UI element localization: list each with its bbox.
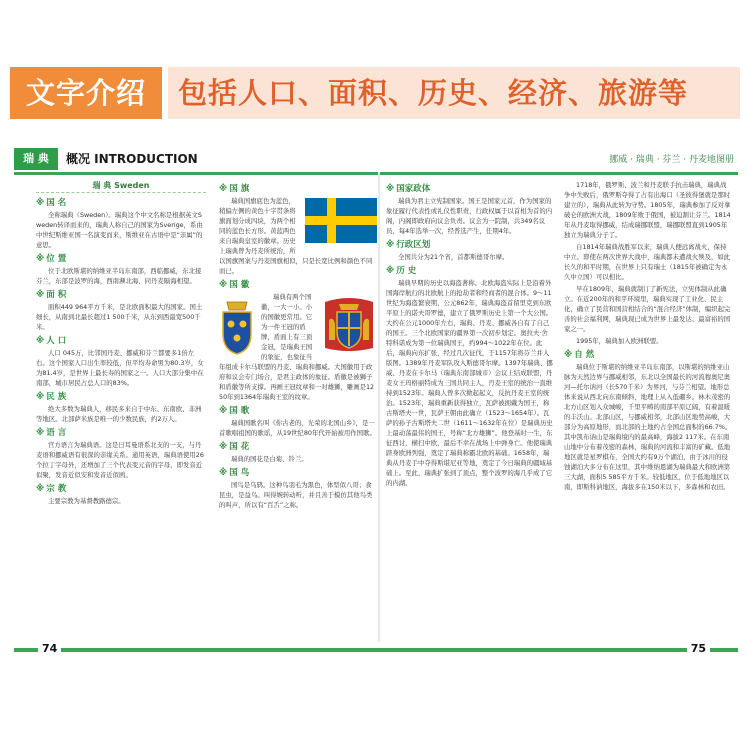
section-anthem: ※ 国 歌 瑞典国歌名叫《你古老的、光荣的北国山乡》，是一首歌唱祖国的歌谣，从19世纪80年代开始被用作国歌。 — [219, 406, 376, 437]
star-icon: ※ — [219, 184, 228, 194]
page-header — [14, 146, 738, 175]
section-ethnicity: ※ 民 族 绝大多数为瑞典人，移民多来自于中东、东南欧、非洲等地区。北部萨米族是唯一的少数民族，约2万人。 — [36, 392, 202, 423]
star-icon: ※ — [564, 350, 573, 360]
country-tab: 瑞 典 — [14, 148, 58, 170]
section-administrative-division: ※ 行政区划 全国共分为21个省，首都斯德哥尔摩。 — [386, 240, 509, 261]
history-paragraph: 1718年，俄罗斯、波兰和丹麦联手抗击瑞典，瑞典战争中失败后，俄罗斯夺得了占有出海口（圣彼得堡就是那时建立的），瑞典从此转为守势。1805年，瑞典参加了反对拿破仑的欧洲大战，1809年败于俄国，被迫割让芬兰。1814年从丹麦取得挪威，结成瑞挪联盟，瑞挪联盟直到1905年独立为瑞典分子了。 — [564, 181, 731, 239]
book-spread — [14, 146, 738, 668]
star-icon: ※ — [36, 392, 45, 402]
section-religion: ※ 宗 教 主要宗教为基督教路德宗。 — [36, 484, 125, 505]
star-icon: ※ — [219, 280, 228, 290]
section-nature: ※ 自 然 瑞典位于斯堪的纳维亚半岛东南部，以斯堪的纳维亚山脉为天然边界与挪威相邻，东北以全国最长的河流穆奥尼奥河—托尔讷河（长570千米）为界河，与芬兰相望。地形总体来说从西北向东南倾斜，地理上从入低硼乡。林木茂密的北方山区划入众城峻，千里平畴的南部平原辽阔，有着温暖的丰沃山。北部山区，与挪威相邻，北部山区地势高峻，大部分为高原地形，而北部的土地约占全国总面积的66.7%。其中凯布讷山是瑞典境内的最高峰，海拔2 117米。在东南山地中分布着茂密的森林，瑞典的河流和丰富的矿藏。低地地区就是星罗棋布，全国大约有9万个湖泊，由于冰川的侵蚀湖泊大多分布在这里，其中维纳恩湖为瑞典最大和欧洲第三大湖，面积5 585平方千米。较低地区，位于低地地区以南，即斯科讷地区，海拔多在150米以下，多森林和农田。 — [564, 350, 732, 491]
section-title: 概况 INTRODUCTION — [66, 152, 198, 166]
page-number-left: 74 — [38, 642, 61, 655]
section-location: ※ 位 置 位于北欧斯堪的纳维亚半岛东南部，西临挪威，东北接芬兰，东部是波罗的海，西南濒北海，同丹麦隔海相望。 — [36, 254, 202, 285]
section-flag: ※ 国 旗 瑞典国旗底色为蓝色，稍偏左侧的黄色十字贯条将旗面划分成四块，为两个相同的蓝色长方形。黄蓝两色来自瑞典皇室的徽章。历史上瑞典曾为丹麦所统治，所以国旗图案与丹麦国旗相似，只是长宽比例和颜色不同而已。 — [219, 183, 377, 276]
section-national-flower: ※ 国 花 瑞典的国花是白菊、铃兰。 — [219, 442, 308, 463]
star-icon: ※ — [219, 442, 228, 452]
star-icon: ※ — [36, 290, 45, 300]
book-spine — [378, 172, 380, 642]
section-country-name: ※ 国 名 全称瑞典（Sweden）。瑞典这个中文名称是根据英文Sweden转译而来的，瑞典人称自己的国家为Sverige，系由中世纪斯维亚国一名演变而来，斯维亚在古语中是“亲属”的意思。 — [36, 198, 203, 249]
small-coat-of-arms-image — [219, 298, 255, 356]
history-paragraph: 自1814年瑞典战胜军以来，瑞典人便远离战火，保持中立。即使在两次世界大战中，瑞典都未遭战火殃及，如此长久的和平时期，在世界上只有瑞士（1815年被确定为永久中立国）可以相比。 — [564, 243, 731, 281]
section-government: ※ 国家政体 瑞典为君主立宪制国家。国王是国家元首，作为国家的象征履行代表性或礼仪性职责，行政权属于以首相为首的内阁，内阁即政府向议会负责。议会为一院制，共349名议员，每4年选举一次，经普选产生，任期4年。 — [386, 184, 553, 235]
section-national-bird: ※ 国 鸟 国鸟是乌鸫。这种鸟羽毛为黑色，体型似八哥；食昆虫，是益鸟。叫得婉转动听，并且善于模仿其他鸟类的叫声，所以有“百舌”之称。 — [219, 468, 373, 509]
column-3 — [386, 180, 554, 638]
history-paragraph: 早在1809年，瑞典就制订了新宪法，立宪体制从此确立。在近200年的和平环境里，瑞典实现了工业化、民主化，确立了民营和国营相结合的“混合经济”体制，编织起完善的社会福利网，瑞典现已成为世界上最发达、最富裕的国家之一。 — [564, 285, 731, 333]
top-banner — [10, 67, 740, 119]
banner-label-left: 文字介绍 — [10, 67, 162, 119]
star-icon: ※ — [36, 484, 45, 494]
section-language: ※ 语 言 官方语言为瑞典语。这是日耳曼语系北支的一支，与丹麦语和挪威语有很深的亲缘关系。通用英语，瑞典语使用26个拉丁字母外，还增加了三个代表变元音的字母，即发音近似聚，发音近似安和发音近似鸥。 — [36, 428, 204, 479]
footer-bar — [14, 648, 738, 652]
star-icon: ※ — [386, 240, 395, 250]
atlas-title: 挪威 · 瑞典 · 芬兰 · 丹麦地图册 — [609, 155, 734, 165]
star-icon: ※ — [36, 336, 45, 346]
column-2 — [219, 180, 377, 638]
star-icon: ※ — [386, 184, 395, 194]
swedish-flag-image — [305, 198, 377, 243]
great-coat-of-arms-image — [321, 296, 377, 354]
history-paragraph: 1995年，瑞典加入欧洲联盟。 — [576, 337, 663, 345]
banner-label-right: 包括人口、面积、历史、经济、旅游等 — [168, 67, 740, 119]
column-1 — [36, 180, 206, 638]
star-icon: ※ — [219, 406, 228, 416]
column-4 — [564, 180, 732, 638]
star-icon: ※ — [386, 266, 395, 276]
section-population: ※ 人 口 人口 045万，比邻国丹麦、挪威和芬兰都要多1倍左右。这个国家人口出生率较低，但平均寿命男为80.3岁，女为81.4岁，是世界上最长寿的国家之一。人口大部分集中在南部，城市居民占总人口的83%。 — [36, 336, 204, 387]
star-icon: ※ — [219, 468, 228, 478]
section-emblem: ※ 国 徽 瑞典有两个国徽，一大一小。小的国徽更常用。它为一件王冠的盾牌，盾面上有三顶金冠，是瑞典王国的象征，也象征当年组成卡尔马联盟的丹麦、瑞典和挪威。大国徽用于政府和议会专门场合，是君主政体的象征。盾徽是被狮子和盾徽等所支撑。再画王冠纹章和一对雄狮，雕画是1250年到1364年瑞典王室的纹章。 — [219, 279, 377, 402]
country-heading: 瑞 典 Sweden — [36, 180, 206, 193]
section-area: ※ 面 积 面积449 964平方千米，是北欧面积最大的国家。国土细长，从南到北最长超过1 500千米，从东到西最宽500千米。 — [36, 290, 203, 331]
star-icon: ※ — [36, 254, 45, 264]
section-history: ※ 历 史 瑞典早期的历史以海盗著称。北欧海盗实际上是沿着外国海岸航行的北欧航上的抢劫者和经商者的混合体。9～11世纪为海盗繁衰期，公元862年，瑞典海盗首留里克到东欧平原上的诺夫哥罗德，建立了俄罗斯历史上第一个大公国。大约在公元1000年左右，瑞典、丹麦、挪威各自有了自己的国王。三个北欧国家的疆界第一次初步划定。奥拉夫·舍特科诺成为第一位瑞典国王，约994～1022年在位。此后，瑞典向东扩张，经过几次征伐，于1157年将芬兰并入版图。1389年丹麦军队攻入斯德哥尔摩。1397年瑞典、挪威、丹麦在卡尔马（瑞典东南部城市）会议上结成联盟，丹麦女王玛格丽特成为三国共同主人，丹麦王室的统治一直维持到1523年。瑞典人曾多次掀起起义，反抗丹麦王室的统治。1523年，瑞典重新获得独立，瓦萨被拥戴为国王，称古斯塔夫一世，瓦萨王朝由此确立（1523～1654年）。瓦萨的孙子古斯塔夫二世（1611～1632年在位）是瑞典历史上最动荡最伟的国王，号称“北方雄狮”。他登基时一生，东征西讨，横扫中欧，最后不幸在战场上中弹身亡。他使瑞典跻身欧洲列强，奠定了瑞典称霸北欧的基础。1658年，瑞典从丹麦手中夺得斯堪尼亚等地，奠定了今日瑞典的疆域基础上。至此，瑞典扩张到了顶点，整个波罗的海几乎成了它的内湖。 — [386, 266, 553, 487]
page-number-right: 75 — [687, 642, 710, 655]
star-icon: ※ — [36, 198, 45, 208]
page-footer — [14, 642, 738, 668]
star-icon: ※ — [36, 428, 45, 438]
